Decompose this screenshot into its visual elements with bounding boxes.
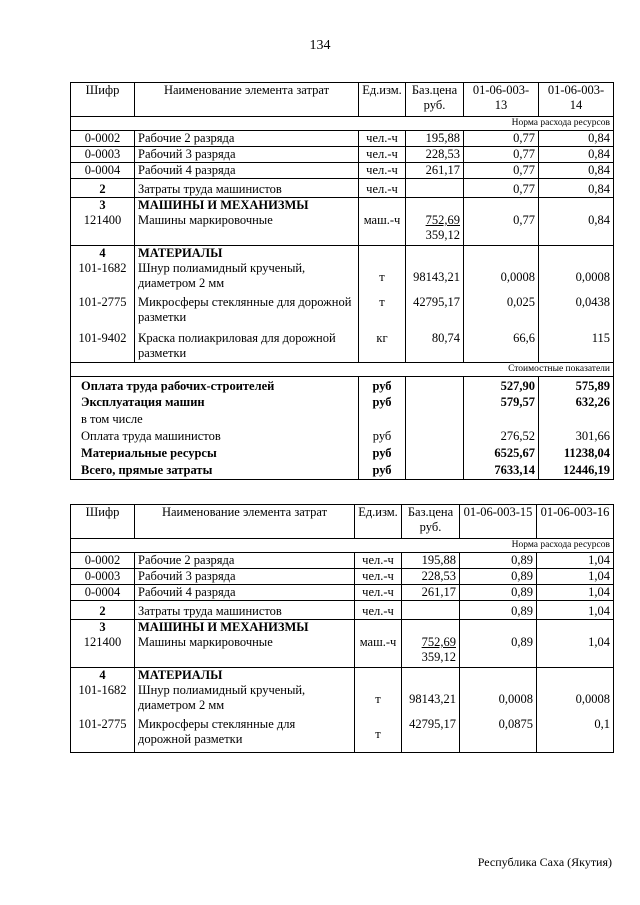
section-row: 4 МАТЕРИАЛЫ [71, 667, 614, 683]
total-row: Эксплуатация машин руб 579,57 632,26 [71, 395, 614, 412]
cost-label-row [71, 363, 614, 377]
table-row: 121400 Машины маркировочные маш.-ч 752,69 359,12 0,77 0,84 [71, 213, 614, 245]
header-col-14: 01-06-003- 14 [539, 83, 614, 117]
norm-label-row [71, 117, 614, 131]
norm-label: Норма расхода ресурсов [71, 539, 614, 553]
header-col-15: 01-06-003-15 [460, 505, 537, 539]
page-number: 134 [309, 38, 331, 53]
table-row: 0-0002 Рабочие 2 разряда чел.-ч 195,88 0,89 1,04 [71, 553, 614, 569]
norm-label-row [71, 539, 614, 553]
resource-table-2 [70, 504, 614, 753]
section-row: 3 МАШИНЫ И МЕХАНИЗМЫ [71, 198, 614, 214]
table-row: 101-2775 Микросферы стеклянные для дорожной разметки т 42795,17 0,025 0,0438 [71, 295, 614, 331]
header-unit: Ед.изм. [359, 83, 406, 117]
header-col-16: 01-06-003-16 [537, 505, 614, 539]
section-row: 4 МАТЕРИАЛЫ [71, 245, 614, 261]
table-row: 101-2775 Микросферы стеклянные для дорожной разметки т 42795,17 0,0875 0,1 [71, 717, 614, 753]
resource-table-1 [70, 82, 614, 480]
cost-label: Стоимостные показатели [71, 363, 614, 377]
table-row: 0-0003 Рабочий 3 разряда чел.-ч 228,53 0,77 0,84 [71, 147, 614, 163]
table-row: 101-1682 Шнур полиамидный крученый, диаметром 2 мм т 98143,21 0,0008 0,0008 [71, 261, 614, 295]
header-unit: Ед.изм. [355, 505, 402, 539]
table-row: 2 Затраты труда машинистов чел.-ч 0,77 0,84 [71, 179, 614, 198]
table-row: 0-0003 Рабочий 3 разряда чел.-ч 228,53 0,89 1,04 [71, 569, 614, 585]
header-code: Шифр [71, 83, 135, 117]
total-row: Материальные ресурсы руб 6525,67 11238,04 [71, 446, 614, 463]
table-header [71, 83, 614, 117]
table-row: 121400 Машины маркировочные маш.-ч 752,69 359,12 0,89 1,04 [71, 635, 614, 667]
norm-label: Норма расхода ресурсов [71, 117, 614, 131]
table-header [71, 505, 614, 539]
total-row: в том числе [71, 412, 614, 429]
total-row: Оплата труда рабочих-строителей руб 527,90 575,89 [71, 377, 614, 395]
total-row: Оплата труда машинистов руб 276,52 301,66 [71, 429, 614, 446]
table-row: 2 Затраты труда машинистов чел.-ч 0,89 1,04 [71, 601, 614, 620]
header-name: Наименование элемента затрат [135, 83, 359, 117]
header-code: Шифр [71, 505, 135, 539]
footer-region: Республика Саха (Якутия) [477, 855, 612, 869]
header-col-13: 01-06-003- 13 [464, 83, 539, 117]
table-row: 0-0004 Рабочий 4 разряда чел.-ч 261,17 0,77 0,84 [71, 163, 614, 179]
section-row: 3 МАШИНЫ И МЕХАНИЗМЫ [71, 620, 614, 636]
table-row: 101-1682 Шнур полиамидный крученый, диаметром 2 мм т 98143,21 0,0008 0,0008 [71, 683, 614, 717]
table-row: 0-0002 Рабочие 2 разряда чел.-ч 195,88 0,77 0,84 [71, 131, 614, 147]
total-row: Всего, прямые затраты руб 7633,14 12446,19 [71, 463, 614, 480]
header-name: Наименование элемента затрат [135, 505, 355, 539]
header-price: Баз.цена руб. [402, 505, 460, 539]
header-price: Баз.цена руб. [406, 83, 464, 117]
table-row: 0-0004 Рабочий 4 разряда чел.-ч 261,17 0,89 1,04 [71, 585, 614, 601]
table-row: 101-9402 Краска полиакриловая для дорожной разметки кг 80,74 66,6 115 [71, 331, 614, 363]
